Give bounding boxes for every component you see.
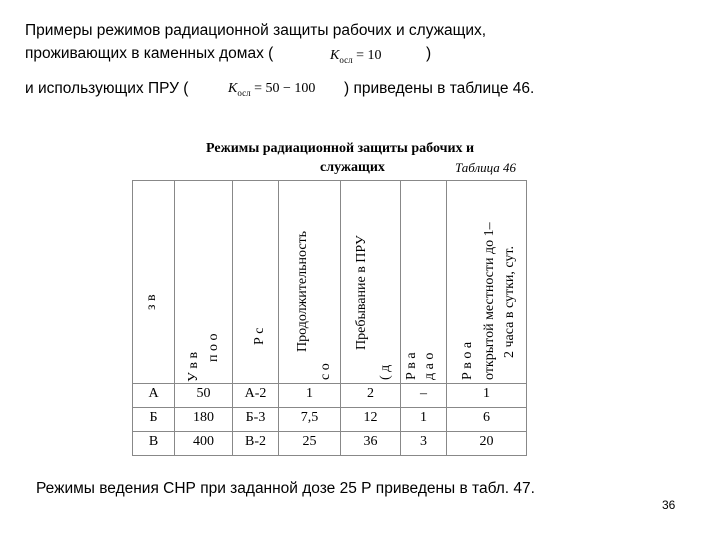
cell-v4: 36 — [363, 434, 378, 449]
cell-mode: В — [148, 434, 159, 449]
header-col7-fragment: Р в о а — [460, 341, 475, 380]
header-col5-fragment: ( д — [378, 364, 393, 380]
cell-v3: 25 — [302, 434, 317, 449]
formula-1-sub: осл — [339, 54, 353, 65]
formula-k-osl-50-100 — [228, 81, 315, 98]
table-title-line-2: служащих — [320, 160, 385, 175]
intro-line-3-end: ) приведены в таблице 46. — [344, 80, 535, 97]
page-number: 36 — [662, 498, 676, 512]
header-col7-line-1: открытой местности до 1– — [482, 222, 497, 380]
cell-v5: 3 — [420, 434, 427, 449]
formula-2-sub: осл — [237, 87, 251, 98]
cell-v5: 1 — [420, 410, 427, 425]
table-caption: Таблица 46 — [455, 160, 517, 175]
formula-2-value: = 50 − 100 — [254, 81, 316, 96]
cell-v1: 50 — [196, 386, 211, 401]
cell-v2: В-2 — [245, 434, 266, 449]
cell-v4: 2 — [367, 386, 374, 401]
header-col4-title: Продолжительность — [295, 230, 310, 352]
header-col4-fragment: с о — [318, 363, 333, 380]
footer-text: Режимы ведения СНР при заданной дозе 25 Р приведены в табл. 47. — [36, 480, 535, 497]
cell-v2: А-2 — [244, 386, 267, 401]
formula-1-value: = 10 — [356, 48, 382, 63]
header-col5-title: Пребывание в ПРУ — [354, 235, 369, 350]
header-col2b-fragment: п о о — [206, 333, 221, 362]
cell-v3: 1 — [306, 386, 313, 401]
cell-v6: 20 — [479, 434, 494, 449]
cell-v2: Б-3 — [245, 410, 266, 425]
formula-2-symbol: K — [228, 81, 238, 96]
cell-v6: 6 — [483, 410, 490, 425]
cell-mode: Б — [149, 410, 158, 425]
formula-1-symbol: K — [330, 48, 340, 63]
cell-mode: А — [148, 386, 159, 401]
header-col7-line-2: 2 часа в сутки, сут. — [502, 246, 517, 358]
cell-v6: 1 — [483, 386, 490, 401]
header-col2-fragment: У в в — [186, 351, 201, 382]
cell-v1: 400 — [193, 434, 214, 449]
formula-k-osl-10 — [330, 48, 381, 65]
intro-line-3-start: и использующих ПРУ ( — [25, 80, 189, 97]
header-col6-fragment: Р в а — [404, 352, 419, 380]
cell-v3: 7,5 — [300, 410, 319, 425]
header-col6b-fragment: д а о — [422, 352, 437, 380]
header-col3-fragment: Р с — [252, 327, 267, 345]
cell-v1: 180 — [193, 410, 214, 425]
cell-v5: – — [420, 386, 427, 401]
intro-line-2-end: ) — [426, 45, 432, 62]
intro-line-2-start: проживающих в каменных домах ( — [25, 45, 274, 62]
table-title-line-1: Режимы радиационной защиты рабочих и — [206, 141, 475, 156]
cell-v4: 12 — [363, 410, 378, 425]
header-col1-fragment: з в — [144, 294, 159, 310]
intro-line-1: Примеры режимов радиационной защиты рабочих и служащих, — [25, 22, 487, 39]
